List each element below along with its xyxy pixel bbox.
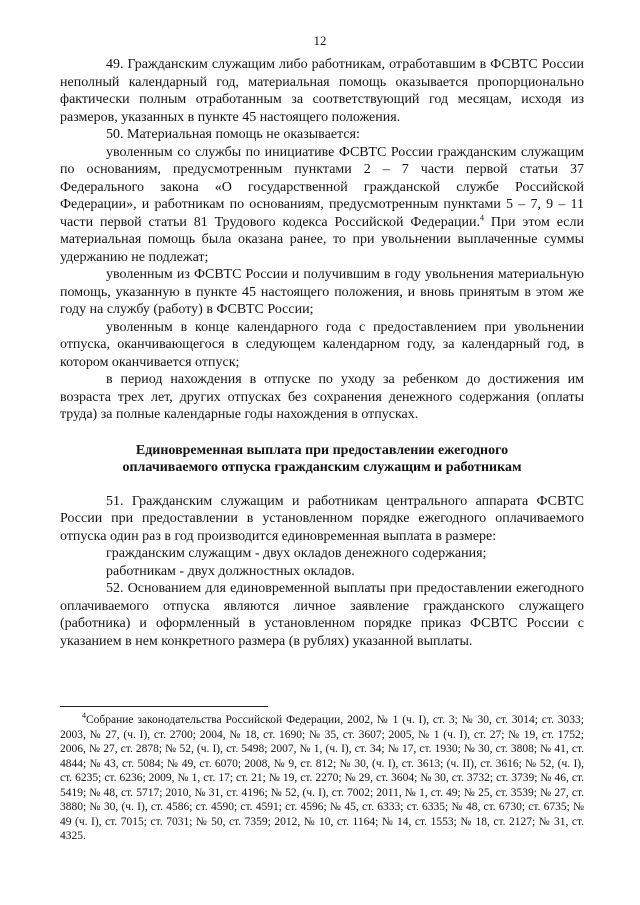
- paragraph-52: 52. Основанием для единовременной выплаты при предоставлении ежегодного оплачиваемого отпуска являются личное заявление гражданского служащего (работника) и оформленный в установленном порядке приказ ФСВТС России с указанием в нем конкретного размера (в рублях) указанной выплаты.: [60, 581, 584, 649]
- paragraph-50: 50. Материальная помощь не оказывается:: [106, 127, 360, 142]
- document-body: [60, 56, 584, 650]
- section-heading-line-1: Единовременная выплата при предоставлении ежегодного: [135, 442, 509, 458]
- section-heading: [60, 442, 584, 477]
- paragraph-51: 51. Гражданским служащим и работникам центрального аппарата ФСВТС России при предоставлении в установленном порядке ежегодного оплачиваемого отпуска один раз в год производится единовременная выплата в размере:: [60, 493, 584, 544]
- page-number: 12: [313, 33, 327, 48]
- paragraph-50-item-1-text: уволенным со службы по инициативе ФСВТС России гражданским служащим по основаниям, предусмотренным пунктами 2 – 7 части первой статьи 37 Федерального закона «О государственной гражданской службе Российской Федерации», и работникам по основаниям, предусмотренным пунктами 5 – 7, 9 – 11 части первой статьи 81 Трудового кодекса Российской Федерации.: [60, 144, 584, 230]
- paragraph-50-item-3: уволенным в конце календарного года с предоставлением при увольнении отпуска, оканчивающегося в следующем календарном году, за календарный год, в котором оканчивается отпуск;: [60, 319, 584, 370]
- paragraph-50-item-2: уволенным из ФСВТС России и получившим в году увольнения материальную помощь, указанную в пункте 45 настоящего положения, и вновь принятым в этом же году на службу (работу) в ФСВТС России;: [60, 267, 584, 317]
- paragraph-50-item-4: в период нахождения в отпуске по уходу за ребенком до достижения им возраста трех лет, других отпусках без сохранения денежного содержания (оплаты труда) за полные календарные годы нахождения в отпусках.: [60, 372, 584, 422]
- paragraph-51-item-1: гражданским служащим - двух окладов денежного содержания;: [106, 546, 487, 561]
- footnote: [60, 713, 584, 844]
- footnote-text: Собрание законодательства Российской Федерации, 2002, № 1 (ч. I), ст. 3; № 30, ст. 3014; ст. 3033; 2003, № 27, (ч. I), ст. 2700; 2004, № 18, ст. 1690; № 35, ст. 3607; 2005, № 1 (ч. I), ст. 27; № 19, ст. 1752; 2006, № 27, ст. 2878; № 52, (ч. I), ст. 5498; 2007, № 1, (ч. I), ст. 34; № 17, ст. 1930; № 30, ст. 3808; № 41, ст. 4844; № 43, ст. 5084; № 49, ст. 6070; 2008, № 9, ст. 812; № 30, (ч. I), ст. 3613; (ч. II), ст. 3616; № 52, (ч. I), ст. 6235; ст. 6236; 2009, № 1, ст. 17; ст. 21; № 19, ст. 2270; № 29, ст. 3604; № 30, ст. 3732; ст. 3739; № 46, ст. 5419; № 48, ст. 5717; 2010, № 31, ст. 4196; № 52, (ч. I), ст. 7002; 2011, № 1, ст. 49; № 25, ст. 3539; № 27, ст. 3880; № 30, (ч. I), ст. 4586; ст. 4590; ст. 4591; ст. 4596; № 45, ст. 6333; ст. 6335; № 48, ст. 6730; ст. 6735; № 49 (ч. I), ст. 7015; ст. 7031; № 50, ст. 7359; 2012, № 10, ст. 1164; № 14, ст. 1553; № 18, ст. 2127; № 31, ст. 4325.: [60, 714, 584, 842]
- paragraph-50-item-1: [60, 144, 584, 267]
- paragraph-50-item-1-continuation: При этом если материальная помощь была оказана ранее, то при увольнении выплаченные суммы удержанию не подлежат;: [60, 214, 584, 265]
- footnote-reference: 4: [479, 212, 484, 222]
- footnote-marker: 4: [82, 711, 86, 721]
- section-heading-line-2: оплачиваемого отпуска гражданским служащим и работникам: [122, 460, 522, 475]
- footnote-divider: [60, 706, 268, 707]
- paragraph-51-item-2: работникам - двух должностных окладов.: [106, 563, 355, 579]
- paragraph-49: 49. Гражданским служащим либо работникам, отработавшим в ФСВТС России неполный календарный год, материальная помощь оказывается пропорционально фактически полным отработанным за соответствующий год месяцам, исходя из размеров, указанных в пункте 45 настоящего положения.: [60, 57, 584, 125]
